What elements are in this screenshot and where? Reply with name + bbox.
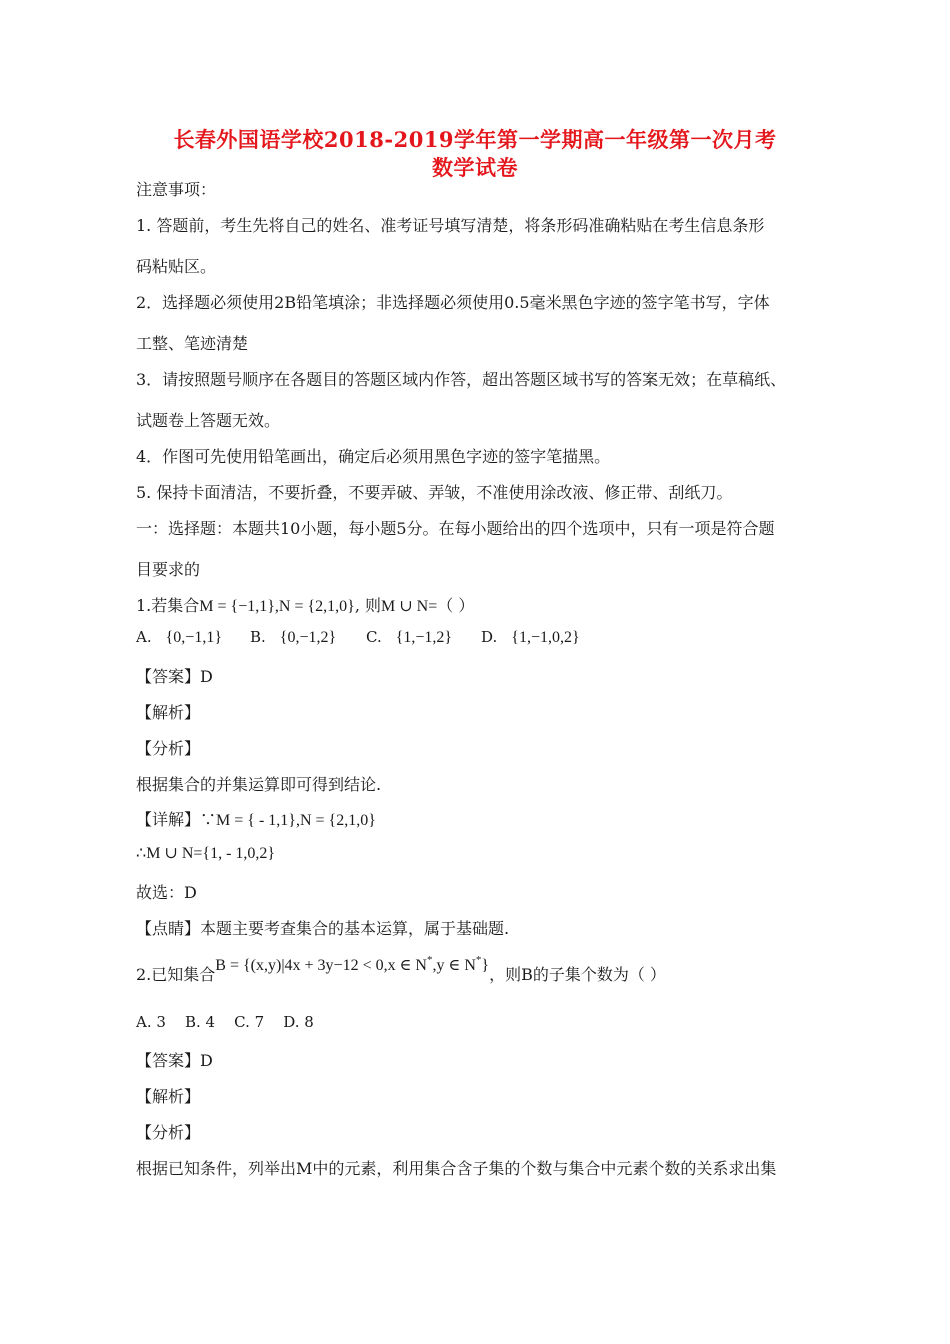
option-a [136,628,222,647]
question-2-options: A. 3 B. 4 C. 7 D. 8 [136,1013,314,1031]
notice-item-2-cont: 工整、笔迹清楚 [136,334,249,353]
question-1-math: M = {−1,1},N = {2,1,0} [199,598,355,615]
question-2-suffix: ，则B的子集个数为（ ） [489,965,666,984]
notice-item-2: 2．选择题必须使用2B铅笔填涂；非选择题必须使用0.5毫米黑色字迹的签字笔书写，字体 [136,293,770,312]
notice-item-1: 1. 答题前，考生先将自己的姓名、准考证号填写清楚，将条形码准确粘贴在考生信息条形 [136,216,765,235]
question-2 [136,954,666,985]
because-symbol: ∵ [200,810,217,829]
q1-fenxi-heading: 【分析】 [136,739,201,758]
option-d-label: D. [481,628,498,646]
notice-item-1-cont: 码粘贴区。 [136,257,217,276]
q1-fenxi-text: 根据集合的并集运算即可得到结论. [136,775,382,794]
option-c-value: {1,−1,2} [395,629,453,646]
notice-item-5: 5. 保持卡面清洁，不要折叠，不要弄破、弄皱，不准使用涂改液、修正带、刮纸刀。 [136,483,733,502]
q2-analysis-heading: 【解析】 [136,1087,201,1106]
question-2-prefix: 2.已知集合 [136,965,216,984]
exam-title: 长春外国语学校2018-2019学年第一学期高一年级第一次月考 [173,127,777,152]
q2-fenxi-heading: 【分析】 [136,1123,201,1142]
question-1-blank: （ ） [437,596,475,615]
question-2-math-c: } [481,957,490,974]
question-2-math-a: B = {(x,y)|4x + 3y−12 < 0,x ∈ N [215,957,427,974]
question-2-math [215,954,490,974]
section-heading: 一：选择题：本题共10小题，每小题5分。在每小题给出的四个选项中，只有一项是符合题 [136,519,775,538]
therefore-symbol: ∴ [136,843,147,862]
superscript-star: * [475,954,482,966]
notice-item-4: 4．作图可先使用铅笔画出，确定后必须用黑色字迹的签字笔描黑。 [136,447,611,466]
notice-item-3-cont: 试题卷上答题无效。 [136,411,281,430]
option-c [366,628,452,647]
option-d [481,628,580,647]
option-a-value: {0,−1,1} [165,629,222,646]
q1-answer: 【答案】D [136,667,213,686]
question-1 [136,593,474,616]
q1-therefore-math: M ∪ N={1, - 1,0,2} [146,845,276,862]
q2-fenxi-text: 根据已知条件，列举出M中的元素，利用集合含子集的个数与集合中元素个数的关系求出集 [136,1159,777,1178]
q1-comment: 【点睛】本题主要考查集合的基本运算，属于基础题. [136,919,510,938]
option-b-value: {0,−1,2} [279,629,337,646]
exam-subtitle: 数学试卷 [432,155,518,180]
q1-detail [136,807,376,830]
option-a-label: A. [136,628,152,646]
option-b [250,628,336,647]
option-d-value: {1,−1,0,2} [511,629,580,646]
q1-therefore [136,843,275,863]
question-1-mid: , 则 [354,596,382,615]
q2-answer: 【答案】D [136,1051,213,1070]
q1-choice: 故选：D [136,883,197,902]
notice-heading: 注意事项： [136,180,217,199]
section-heading-cont: 目要求的 [136,560,201,579]
question-1-prefix: 1.若集合 [136,596,200,615]
question-2-math-b: ,y ∈ N [432,957,476,974]
notice-item-3: 3．请按照题号顺序在各题目的答题区域内作答，超出答题区域书写的答案无效；在草稿纸、 [136,370,787,389]
q1-analysis-heading: 【解析】 [136,703,201,722]
option-c-label: C. [366,628,382,646]
option-b-label: B. [250,628,266,646]
q1-detail-math: M = { - 1,1},N = {2,1,0} [216,812,376,829]
question-1-union: M ∪ N= [381,598,438,615]
superscript-star: * [426,954,433,966]
q1-detail-heading: 【详解】 [136,810,201,829]
